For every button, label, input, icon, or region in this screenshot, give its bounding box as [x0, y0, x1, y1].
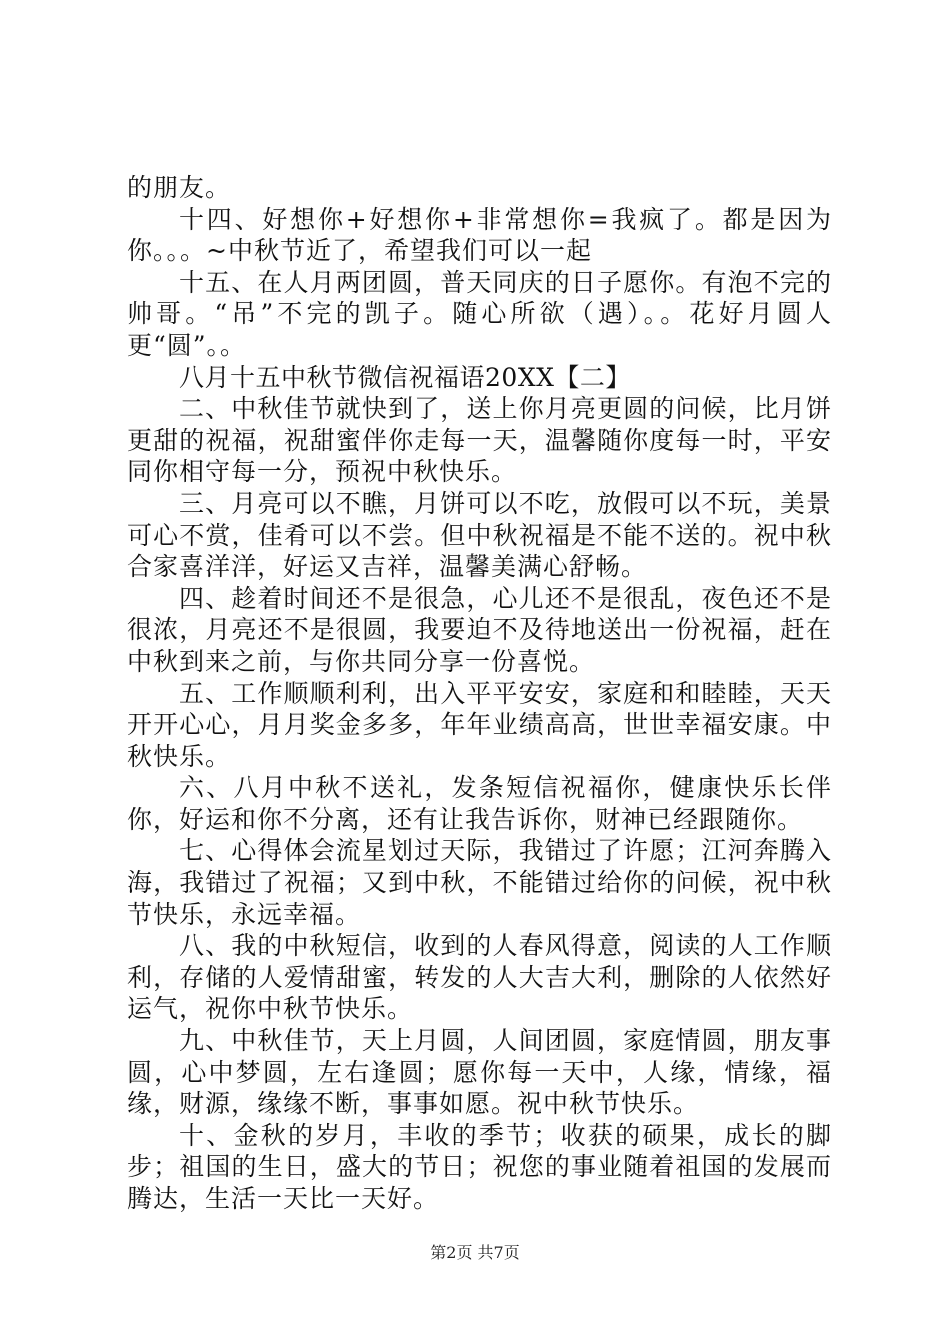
paragraph: 六、八月中秋不送礼，发条短信祝福你，健康快乐长伴你，好运和你不分离，还有让我告诉你，财神已经跟随你。	[127, 773, 832, 834]
paragraph: 二、中秋佳节就快到了，送上你月亮更圆的问候，比月饼更甜的祝福，祝甜蜜伴你走每一天，温馨随你度每一时，平安同你相守每一分，预祝中秋快乐。	[127, 394, 832, 487]
paragraph: 四、趁着时间还不是很急，心儿还不是很乱，夜色还不是很浓，月亮还不是很圆，我要迫不及待地送出一份祝福，赶在中秋到来之前，与你共同分享一份喜悦。	[127, 583, 832, 676]
paragraph: 三、月亮可以不瞧，月饼可以不吃，放假可以不玩，美景可心不赏，佳肴可以不尝。但中秋祝福是不能不送的。祝中秋合家喜洋洋，好运又吉祥，温馨美满心舒畅。	[127, 488, 832, 582]
paragraph: 十四、好想你+好想你+非常想你=我疯了。都是因为你。。。~中秋节近了，希望我们可以一起	[127, 204, 832, 266]
paragraph: 五、工作顺顺利利，出入平平安安，家庭和和睦睦，天天开开心心，月月奖金多多，年年业绩高高，世世幸福安康。中秋快乐。	[127, 678, 832, 771]
document-body	[127, 172, 832, 1215]
paragraph: 十、金秋的岁月，丰收的季节；收获的硕果，成长的脚步；祖国的生日，盛大的节日；祝您的事业随着祖国的发展而腾达，生活一天比一天好。	[127, 1120, 832, 1213]
section-heading: 八月十五中秋节微信祝福语20XX【二】	[179, 362, 631, 392]
paragraph: 十五、在人月两团圆，普天同庆的日子愿你。有泡不完的帅哥。“吊”不完的凯子。随心所欲（遇）。。花好月圆人更“圆”。。	[127, 267, 832, 360]
page-number-footer: 第2页 共7页	[430, 1243, 520, 1262]
paragraph: 七、心得体会流星划过天际，我错过了许愿；江河奔腾入海，我错过了祝福；又到中秋，不能错过给你的问候，祝中秋节快乐，永远幸福。	[127, 836, 832, 929]
paragraph: 八、我的中秋短信，收到的人春风得意，阅读的人工作顺利，存储的人爱情甜蜜，转发的人大吉大利，删除的人依然好运气，祝你中秋节快乐。	[127, 931, 832, 1024]
paragraph: 九、中秋佳节，天上月圆，人间团圆，家庭情圆，朋友事圆，心中梦圆，左右逢圆；愿你每一天中，人缘，情缘，福缘，财源，缘缘不断，事事如愿。祝中秋节快乐。	[127, 1026, 832, 1119]
paragraph: 的朋友。	[127, 173, 232, 202]
